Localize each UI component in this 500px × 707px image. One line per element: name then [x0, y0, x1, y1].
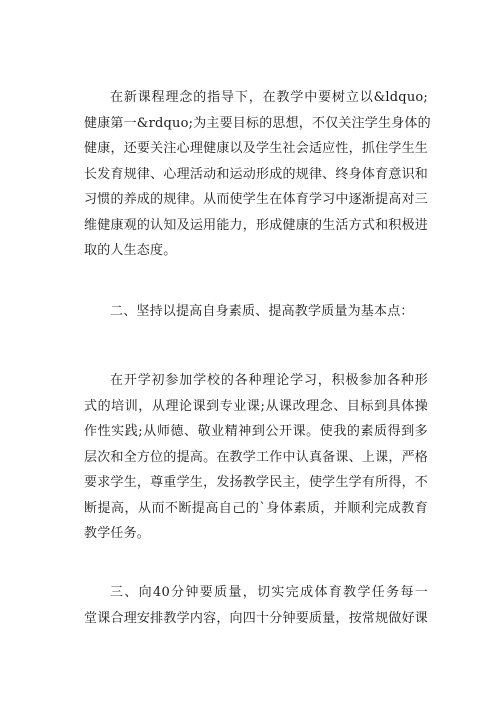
text-line: 堂课合理安排教学内容，向四十分钟要质量，按常规做好课	[84, 610, 428, 626]
text-line: 健康第一&rdquo;为主要目标的思想，不仅关注学生身体的	[84, 115, 431, 131]
text-line: 维健康观的认知及运用能力，形成健康的生活方式和积极进	[84, 217, 428, 233]
text-line: 习惯的养成的规律。从而使学生在体育学习中逐渐提高对三	[84, 192, 428, 207]
text-line: 层次和全方位的提高。在教学工作中认真备课、上课，严格	[84, 449, 428, 465]
paragraph-self-quality	[84, 368, 428, 547]
text-line: 长发育规律、心理活动和运动形成的规律、终身体育意识和	[84, 166, 428, 182]
text-line: 在开学初参加学校的各种理论学习，积极参加各种形	[110, 373, 428, 388]
section-heading-2	[84, 299, 428, 325]
text-line: 健康，还要关注心理健康以及学生社会适应性，抓住学生生	[84, 141, 428, 156]
text-line: 在新课程理念的指导下，在教学中要树立以&ldquo;	[110, 90, 428, 105]
text-line: 三、向40分钟要质量，切实完成体育教学任务每一	[110, 585, 428, 600]
text-line: 教学任务。	[84, 526, 151, 541]
text-line: 取的人生态度。	[84, 243, 177, 258]
text-line: 式的培训，从理论课到专业课;从课改理念、目标到具体操	[84, 398, 428, 414]
text-line: 二、坚持以提高自身素质、提高教学质量为基本点：	[110, 304, 414, 319]
text-line: 断提高，从而不断提高自己的`身体素质，并顺利完成教育	[84, 500, 428, 516]
paragraph-section-3	[84, 580, 428, 631]
text-line: 作性实践;从师德、敬业精神到公开课。使我的素质得到多	[84, 424, 428, 439]
paragraph-health-first	[84, 85, 431, 264]
text-line: 要求学生，尊重学生，发扬教学民主，使学生学有所得，不	[84, 475, 428, 490]
